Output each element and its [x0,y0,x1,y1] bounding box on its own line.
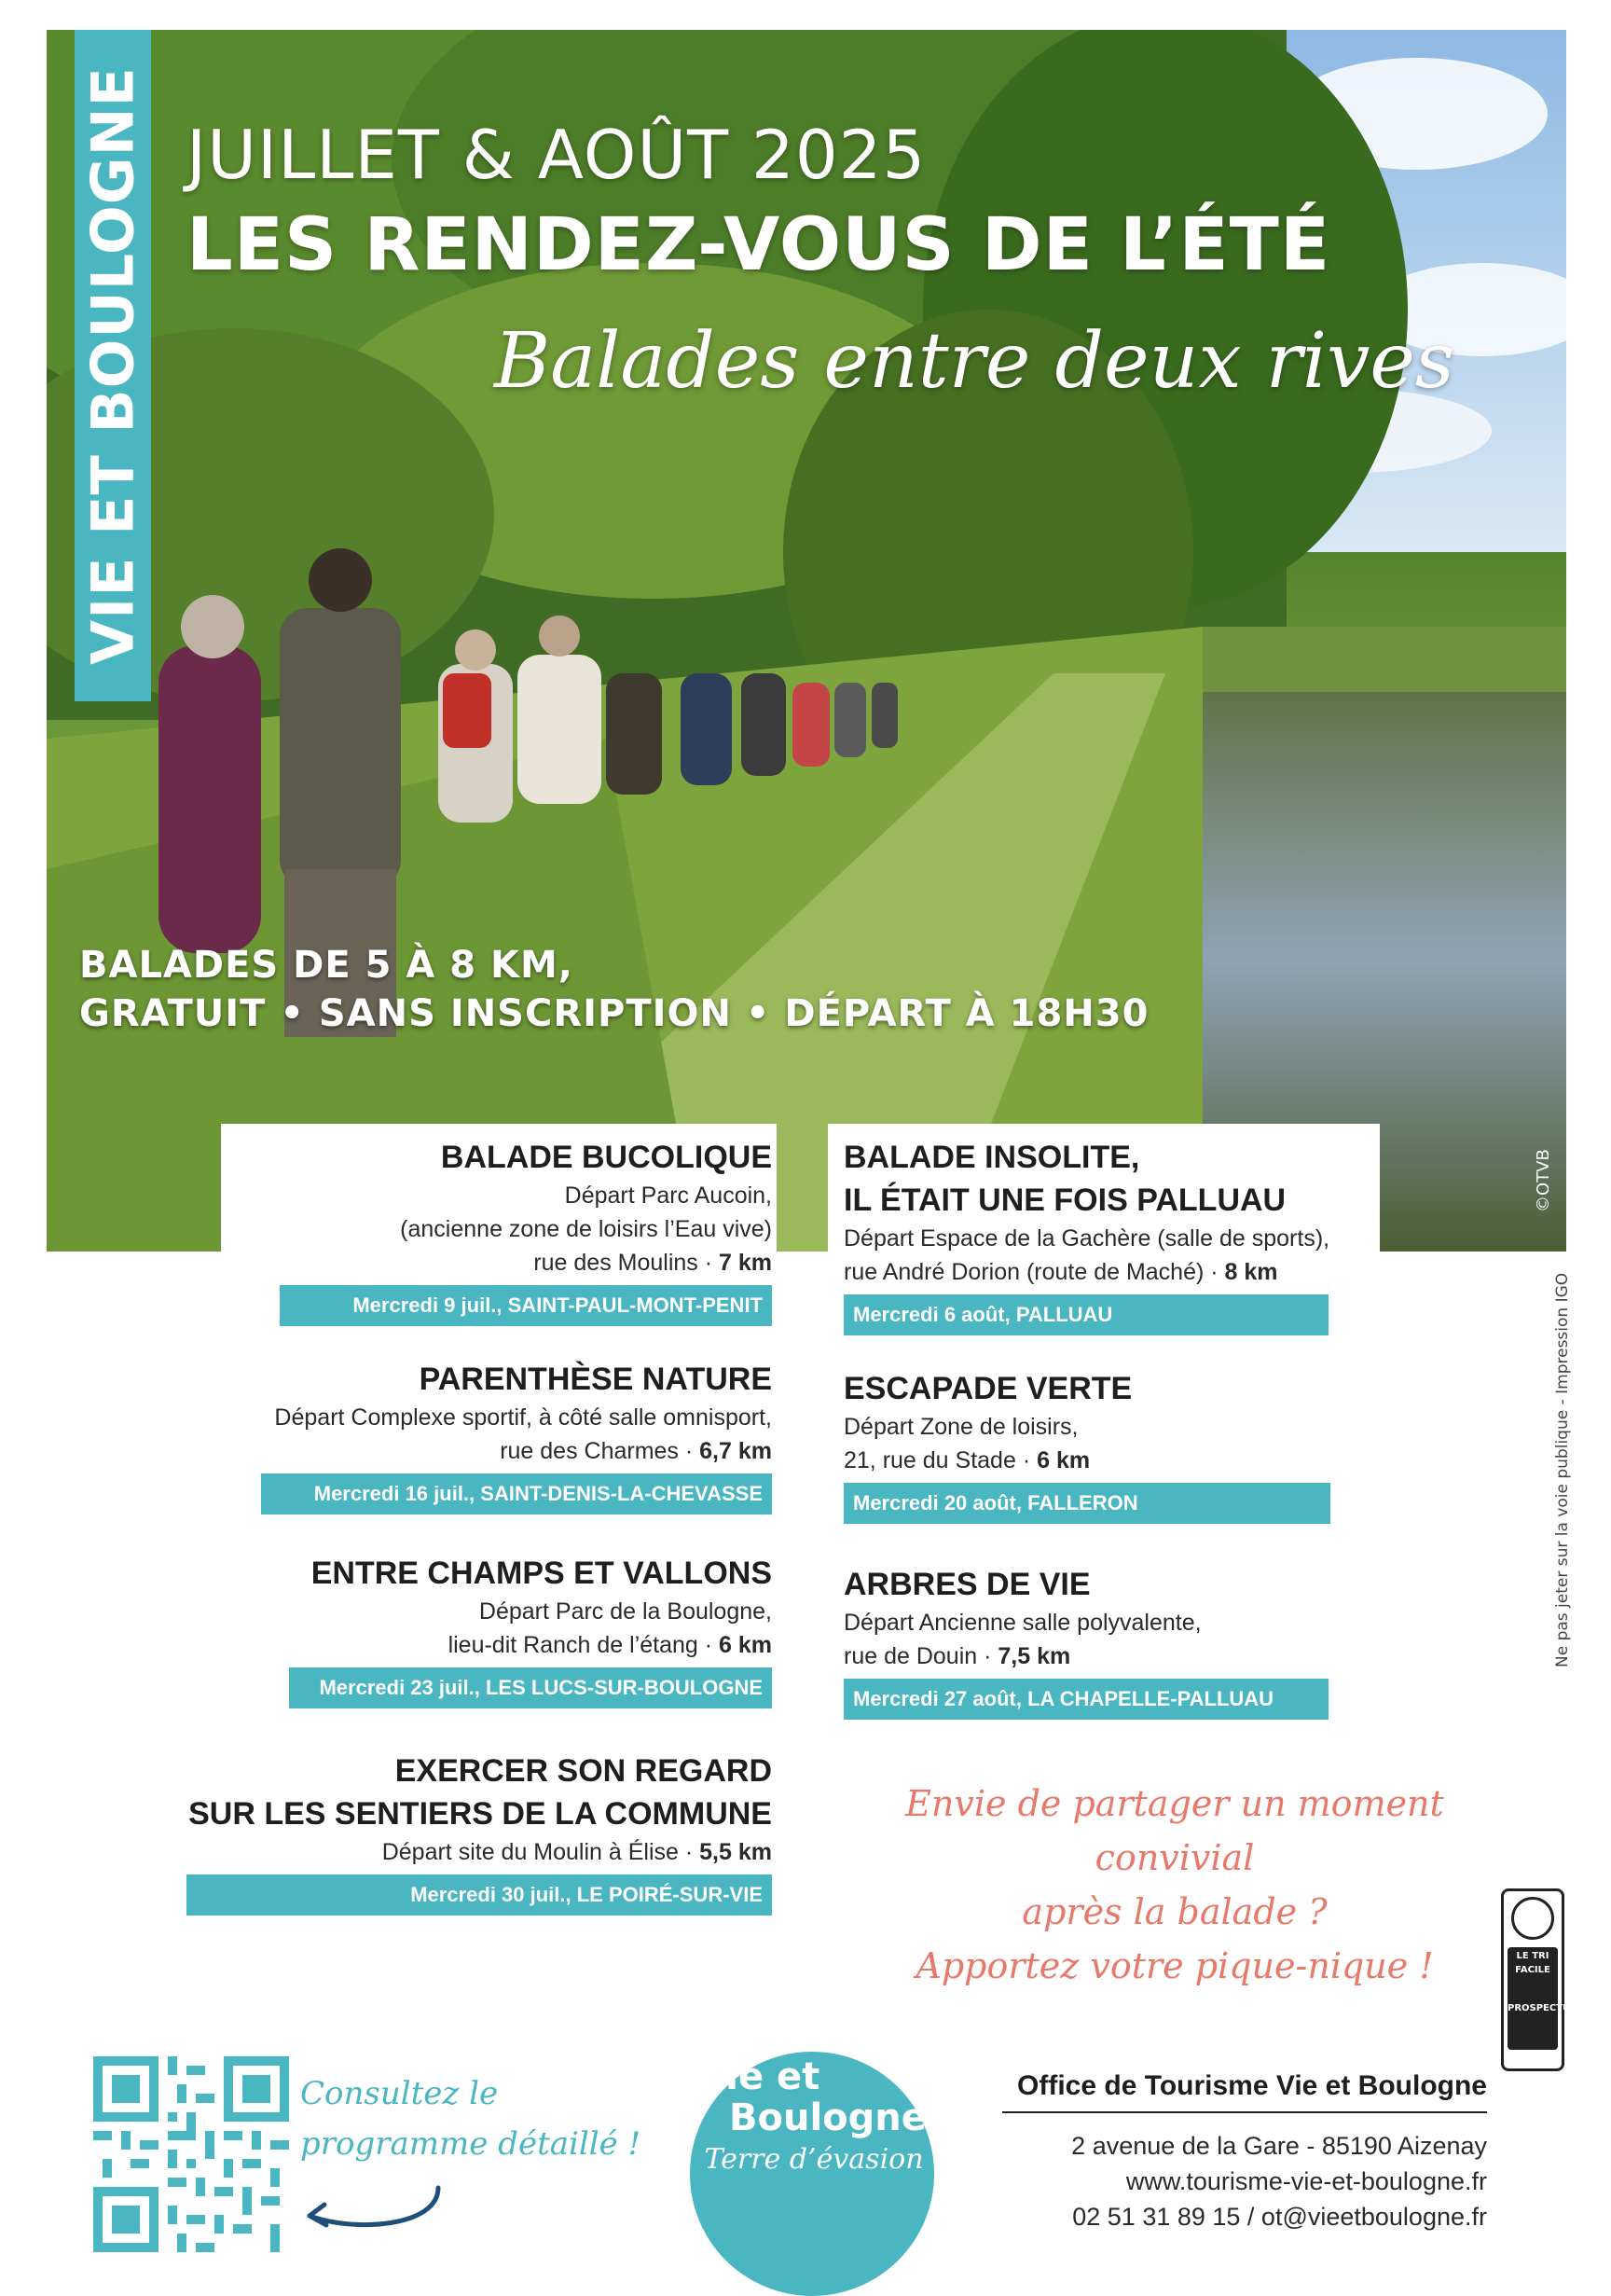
walk-distance: 6,7 km [699,1438,772,1464]
walk-street-line: lieu-dit Ranch de l’étang · 6 km [448,1632,772,1658]
walk-title: BALADE INSOLITE, [844,1140,1140,1175]
walk-card [844,1563,1333,1720]
walk-start: Départ Parc Aucoin, [564,1183,772,1209]
walk-street: lieu-dit Ranch de l’étang [448,1632,698,1658]
walk-distance: 7 km [719,1250,772,1276]
walk-street: rue André Dorion (route de Maché) [844,1259,1205,1285]
walk-title: ESCAPADE VERTE [844,1371,1133,1406]
trimen-line-3: PROSPECTUS [1508,2003,1577,2013]
logo-tagline: Terre d’évasion [704,2143,924,2176]
info-line-2: GRATUIT • SANS INSCRIPTION • DÉPART À 18H30 [79,992,1150,1035]
walk-start: Départ Espace de la Gachère (salle de sports), [844,1225,1330,1252]
walk-start: Départ Ancienne salle polyvalente, [844,1610,1202,1636]
header-months: JUILLET & AOÛT 2025 [186,116,927,194]
walk-card [844,1136,1333,1335]
qr-caption [300,2068,640,2169]
walk-title: EXERCER SON REGARD [394,1753,772,1789]
walk-street-line: 21, rue du Stade · 6 km [844,1447,1091,1473]
office-name: Office de Tourisme Vie et Boulogne [1002,2070,1487,2113]
office-phone-email[interactable]: 02 51 31 89 15 / ot@vieetboulogne.fr [1072,2203,1487,2231]
litter-notice: Ne pas jeter sur la voie publique - Impression IGO [1553,1272,1572,1667]
side-band-text: VIE ET BOULOGNE [78,66,147,665]
qr-caption-line-2: programme détaillé ! [300,2125,641,2163]
walk-distance: 6 km [719,1632,772,1658]
walk-date-badge: Mercredi 16 juil., SAINT-DENIS-LA-CHEVASSE [261,1473,772,1515]
cta-line-1: Envie de partager un moment convivial [905,1783,1444,1878]
walk-title: ENTRE CHAMPS ET VALLONS [310,1556,772,1591]
walk-title: ARBRES DE VIE [844,1567,1091,1602]
walk-distance: 7,5 km [998,1643,1071,1669]
side-band [75,30,151,701]
page-title: LES RENDEZ-VOUS DE L’ÉTÉ [186,203,1331,287]
cta-line-2: après la balade ? [1022,1891,1328,1932]
info-line-1: BALADES DE 5 À 8 KM, [79,944,573,987]
walk-street: 21, rue du Stade [844,1447,1016,1473]
walk-start: Départ Zone de loisirs, [844,1414,1079,1440]
walk-street-line: rue des Charmes · 6,7 km [500,1438,772,1464]
walk-street: rue de Douin [844,1643,978,1669]
cta-line-3: Apportez votre pique-nique ! [916,1945,1434,1986]
walk-street-line: rue André Dorion (route de Maché) · 8 km [844,1259,1278,1285]
walk-start: Départ site du Moulin à Élise [381,1839,679,1865]
walk-card [289,1552,772,1708]
walk-street-line: Départ site du Moulin à Élise · 5,5 km [381,1839,772,1865]
walk-card [186,1750,772,1916]
walk-start: Départ Parc de la Boulogne, [478,1598,772,1625]
qr-caption-line-1: Consultez le [300,2075,499,2112]
walk-title-line2: IL ÉTAIT UNE FOIS PALLUAU [844,1183,1287,1218]
walk-card [261,1358,772,1515]
recycle-icon [1511,1897,1554,1940]
walk-start-detail: (ancienne zone de loisirs l’Eau vive) [400,1216,772,1242]
qr-code[interactable] [93,2056,289,2252]
logo-line-2: Boulogne [729,2096,927,2139]
walk-date-badge: Mercredi 27 août, LA CHAPELLE-PALLUAU [844,1679,1329,1720]
office-website[interactable]: www.tourisme-vie-et-boulogne.fr [1125,2167,1487,2195]
walk-title-line2: SUR LES SENTIERS DE LA COMMUNE [188,1796,772,1832]
arrow-left-icon [298,2180,448,2236]
walk-date-badge: Mercredi 23 juil., LES LUCS-SUR-BOULOGNE [289,1667,772,1708]
walk-card [280,1136,772,1326]
walk-distance: 6 km [1037,1447,1091,1473]
trimen-line-1: LE TRI [1516,1951,1549,1961]
walk-distance: 5,5 km [699,1839,772,1865]
walk-card [844,1367,1333,1524]
walk-street-line: rue de Douin · 7,5 km [844,1643,1071,1669]
recycling-logo [1501,1888,1577,2071]
walk-title: BALADE BUCOLIQUE [440,1140,772,1175]
picnic-callout [848,1777,1501,1993]
page-subtitle: Balades entre deux rives [494,317,1455,406]
office-contact-block [1002,2070,1487,2234]
walk-distance: 8 km [1224,1259,1278,1285]
office-address: 2 avenue de la Gare - 85190 Aizenay [1071,2132,1487,2160]
walk-street: rue des Moulins [533,1250,698,1276]
walk-start: Départ Complexe sportif, à côté salle omnisport, [274,1404,772,1431]
logo-line-1: Vie et [697,2055,820,2098]
walk-title: PARENTHÈSE NATURE [419,1362,772,1397]
walk-date-badge: Mercredi 6 août, PALLUAU [844,1294,1329,1335]
walk-street: rue des Charmes [500,1438,679,1464]
walk-date-badge: Mercredi 20 août, FALLERON [844,1483,1330,1524]
walk-street-line: rue des Moulins · 7 km [533,1250,772,1276]
walk-date-badge: Mercredi 9 juil., SAINT-PAUL-MONT-PENIT [280,1285,772,1326]
photo-credit: ©OTVB [1534,1149,1553,1212]
trimen-line-2: FACILE [1515,1965,1550,1975]
walk-date-badge: Mercredi 30 juil., LE POIRÉ-SUR-VIE [186,1874,772,1916]
